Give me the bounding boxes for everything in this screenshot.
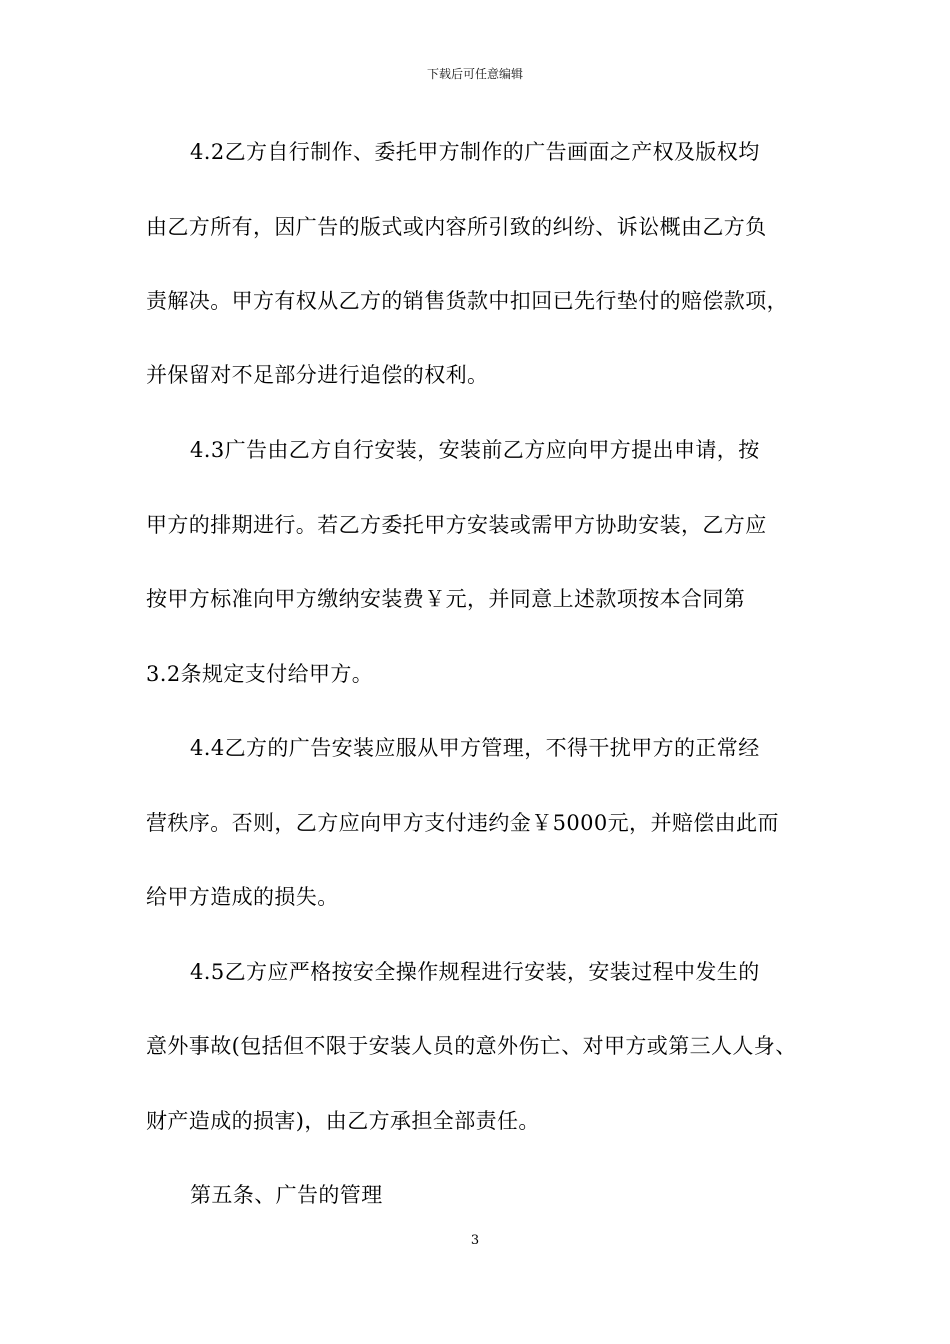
paragraph-4-2-line-4: 并保留对不足部分进行追偿的权利。 bbox=[146, 363, 489, 387]
paragraph-4-3-line-4: 3.2条规定支付给甲方。 bbox=[146, 662, 374, 686]
page-header-note: 下载后可任意编辑 bbox=[426, 67, 523, 81]
paragraph-4-5-line-2: 意外事故(包括但不限于安装人员的意外伤亡、对甲方或第三人人身、 bbox=[146, 1034, 797, 1058]
paragraph-4-2-line-2: 由乙方所有，因广告的版式或内容所引致的纠纷、诉讼概由乙方负 bbox=[146, 215, 767, 239]
paragraph-4-5-line-3: 财产造成的损害)，由乙方承担全部责任。 bbox=[146, 1109, 540, 1133]
paragraph-4-2-line-1: 4.2乙方自行制作、委托甲方制作的广告画面之产权及版权均 bbox=[190, 140, 760, 164]
page-number: 3 bbox=[470, 1233, 480, 1248]
paragraph-4-5-line-1: 4.5乙方应严格按安全操作规程进行安装，安装过程中发生的 bbox=[190, 960, 760, 984]
paragraph-4-4-line-1: 4.4乙方的广告安装应服从甲方管理，不得干扰甲方的正常经 bbox=[190, 736, 760, 760]
paragraph-4-4-line-2: 营秩序。否则，乙方应向甲方支付违约金￥5000元，并赔偿由此而 bbox=[146, 811, 779, 835]
paragraph-4-3-line-1: 4.3广告由乙方自行安装，安装前乙方应向甲方提出申请，按 bbox=[190, 438, 760, 462]
section-heading-article-5: 第五条、广告的管理 bbox=[190, 1183, 383, 1207]
paragraph-4-4-line-3: 给甲方造成的损失。 bbox=[146, 885, 339, 909]
paragraph-4-3-line-3: 按甲方标准向甲方缴纳安装费￥元，并同意上述款项按本合同第 bbox=[146, 587, 746, 611]
paragraph-4-2-line-3: 责解决。甲方有权从乙方的销售货款中扣回已先行垫付的赔偿款项， bbox=[146, 289, 788, 313]
paragraph-4-3-line-2: 甲方的排期进行。若乙方委托甲方安装或需甲方协助安装，乙方应 bbox=[146, 513, 767, 537]
